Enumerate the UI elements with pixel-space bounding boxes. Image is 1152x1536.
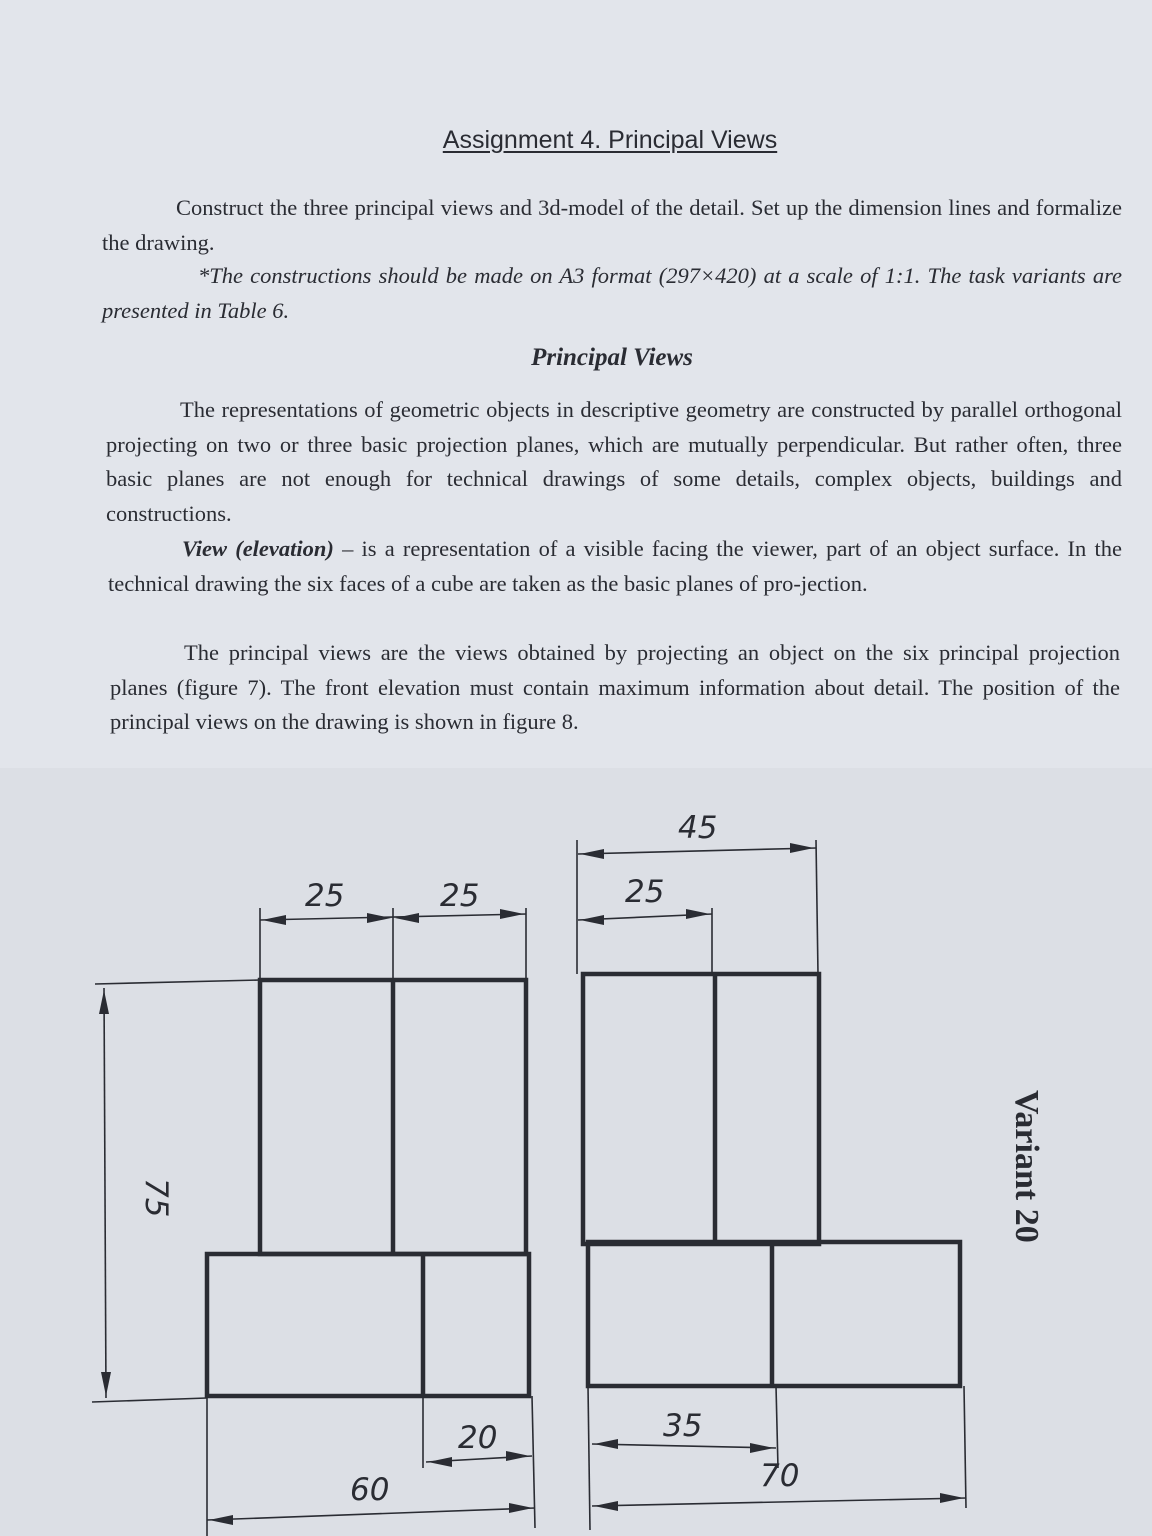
side-upper-block [583,974,819,1244]
section-heading: Principal Views [531,344,693,371]
dim-side-top-total: 45 [678,810,718,846]
dim-line-front-60 [207,1508,535,1520]
paragraph-representations [106,393,1122,531]
dim-front-bottom-total: 60 [350,1472,390,1508]
dim-side-bottom-total: 70 [760,1458,800,1494]
term-view-elevation: View (elevation) [182,536,334,561]
dimension-lines [92,840,966,1536]
side-view-outline [583,974,960,1386]
front-view-outline [207,980,529,1396]
technical-drawing [0,768,1152,1536]
paragraph-view-definition [108,532,1122,601]
paragraph-instructions-text: Construct the three principal views and 3d-model of the detail. Set up the dimension lines and formalize the drawing. [102,195,1122,255]
dim-side-top-left: 25 [625,874,665,910]
paragraph-principal-views-text: The principal views are the views obtained by projecting an object on the six principal projection planes (figure 7). The front elevation must contain maximum information about detail. The position of the principal views on the drawing is shown in figure 8. [110,640,1120,734]
paragraph-note-text: *The constructions should be made on A3 format (297×420) at a scale of 1:1. The task variants are presented in Table 6. [102,263,1122,323]
dim-front-top-left: 25 [305,878,345,914]
paragraph-instructions [102,191,1122,260]
dimension-arrows [99,843,964,1525]
dim-line-side-45 [578,848,816,854]
dim-side-bottom-left: 35 [663,1408,703,1444]
paragraph-note [102,259,1122,328]
paragraph-representations-text: The representations of geometric objects in descriptive geometry are constructed by parallel orthogonal projecting on two or three basic projection planes, which are mutually perpendicular. But rather often, three basic planes are not enough for technical drawings of some details, complex objects, buildings and constructions. [106,397,1122,526]
dim-front-height: 75 [138,1178,174,1218]
dim-line-front-height [104,988,106,1398]
dim-line-side-35 [592,1444,776,1448]
dim-front-bottom-small: 20 [458,1420,498,1456]
page-title: Assignment 4. Principal Views [442,126,778,154]
paragraph-principal-views [110,636,1120,740]
variant-label: Variant 20 [1008,1090,1045,1243]
dim-line-side-70 [592,1498,966,1506]
front-base-block [207,1254,529,1396]
paragraph-view-definition-text: – is a representation of a visible facing the viewer, part of an object surface. In the technical drawing the six faces of a cube are taken as the basic planes of pro-jection. [108,536,1122,596]
dim-front-top-right: 25 [440,878,480,914]
